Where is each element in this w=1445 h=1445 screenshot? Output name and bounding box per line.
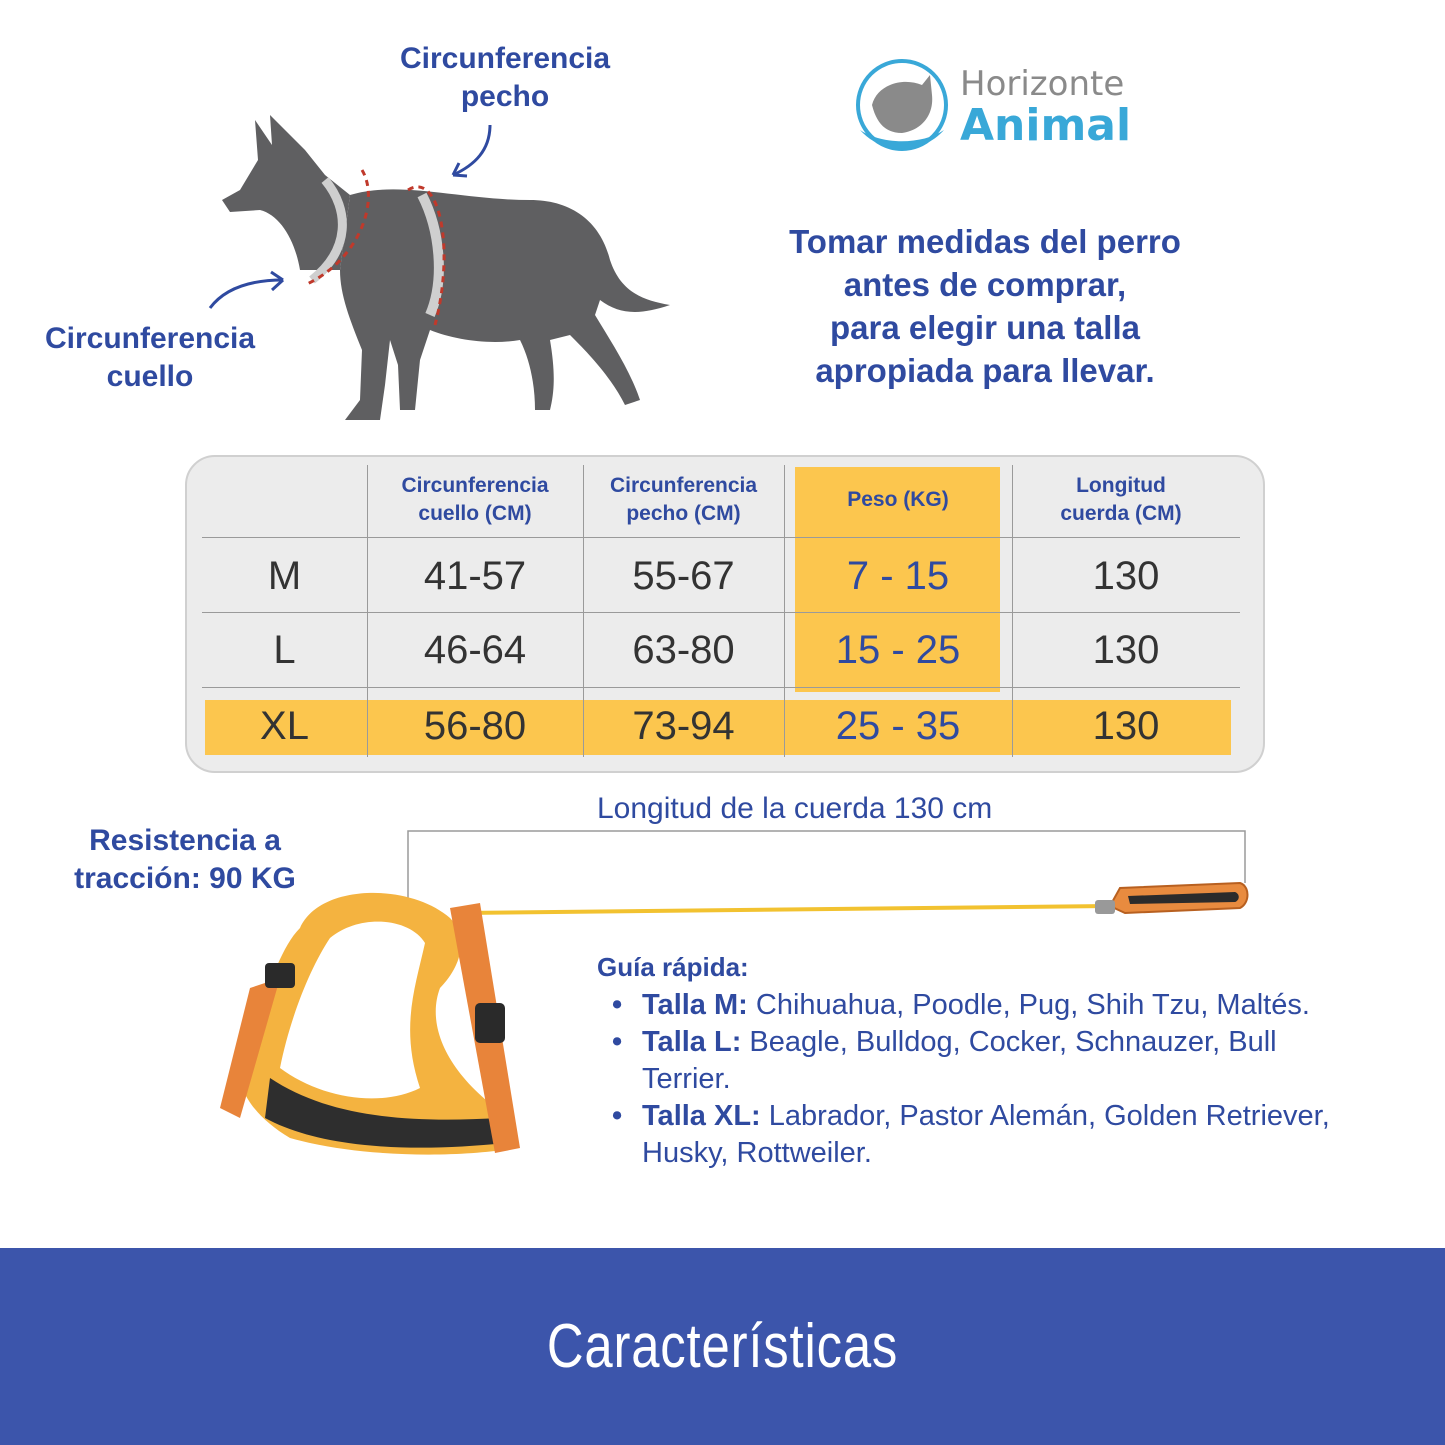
logo-pet-icon xyxy=(852,55,952,160)
table-cell-size: M xyxy=(267,553,302,598)
table-cell-size: L xyxy=(273,627,296,672)
intro-line: para elegir una talla xyxy=(830,309,1140,346)
logo-word-animal: Animal xyxy=(960,100,1132,151)
bullet: • xyxy=(612,989,623,1021)
header-chest: Circunferencia pecho (CM) xyxy=(609,474,758,525)
size-label: Talla M: xyxy=(642,989,748,1021)
rope-length-label: Longitud de la cuerda 130 cm xyxy=(597,792,993,825)
table-cell: 63-80 xyxy=(632,627,735,672)
quick-guide-title: Guía rápida: xyxy=(597,952,749,982)
size-label: Talla XL: xyxy=(642,1100,761,1132)
table-cell-weight: 25 - 35 xyxy=(835,703,961,748)
table-cell: 41-57 xyxy=(423,553,527,598)
header-rope-length: Longitud cuerda (CM) xyxy=(1060,474,1182,525)
chest-label-line2: pecho xyxy=(460,80,550,113)
header-weight: Peso (KG) xyxy=(847,488,949,511)
list-item xyxy=(597,1024,1357,1098)
table-cell: 130 xyxy=(1092,703,1160,748)
footer-title: Características xyxy=(546,1312,899,1381)
table-divider xyxy=(202,687,1240,688)
neck-label-line1: Circunferencia xyxy=(44,322,256,355)
table-cell-weight: 7 - 15 xyxy=(846,553,950,598)
list-item xyxy=(597,987,1357,1024)
intro-line: apropiada para llevar. xyxy=(815,352,1155,389)
table-cell: 73-94 xyxy=(632,703,735,748)
chest-label-line1: Circunferencia xyxy=(399,42,611,75)
table-cell: 130 xyxy=(1092,553,1160,598)
table-cell: 56-80 xyxy=(423,703,527,748)
breed-list: Chihuahua, Poodle, Pug, Shih Tzu, Maltés. xyxy=(747,989,1310,1021)
quick-guide xyxy=(597,952,1357,1172)
size-label: Talla L: xyxy=(642,1026,742,1058)
header-neck: Circunferencia cuello (CM) xyxy=(401,474,549,525)
arrow-icon xyxy=(205,268,295,313)
footer-banner xyxy=(0,1248,1445,1445)
table-cell-weight: 15 - 25 xyxy=(835,627,961,672)
table-divider xyxy=(202,612,1240,613)
bullet: • xyxy=(612,1026,623,1058)
neck-label-line2: cuello xyxy=(106,360,194,393)
intro-line: Tomar medidas del perro xyxy=(789,223,1181,260)
bullet: • xyxy=(612,1100,623,1132)
intro-text xyxy=(720,220,1250,392)
table-cell: 46-64 xyxy=(423,627,527,672)
arrow-icon xyxy=(445,120,505,185)
intro-line: antes de comprar, xyxy=(843,266,1127,303)
table-cell-size: XL xyxy=(260,703,309,748)
breed-list: Beagle, Bulldog, Cocker, Schnauzer, Bull Terrier. xyxy=(642,1026,1277,1095)
breed-list: Labrador, Pastor Alemán, Golden Retriever, Husky, Rottweiler. xyxy=(642,1100,1330,1169)
table-divider xyxy=(202,537,1240,538)
table-cell: 55-67 xyxy=(632,553,735,598)
traction-resistance-label: Resistencia a tracción: 90 KG xyxy=(74,824,296,895)
list-item xyxy=(597,1098,1357,1172)
table-cell: 130 xyxy=(1092,627,1160,672)
logo-word-horizonte: Horizonte xyxy=(960,64,1125,104)
